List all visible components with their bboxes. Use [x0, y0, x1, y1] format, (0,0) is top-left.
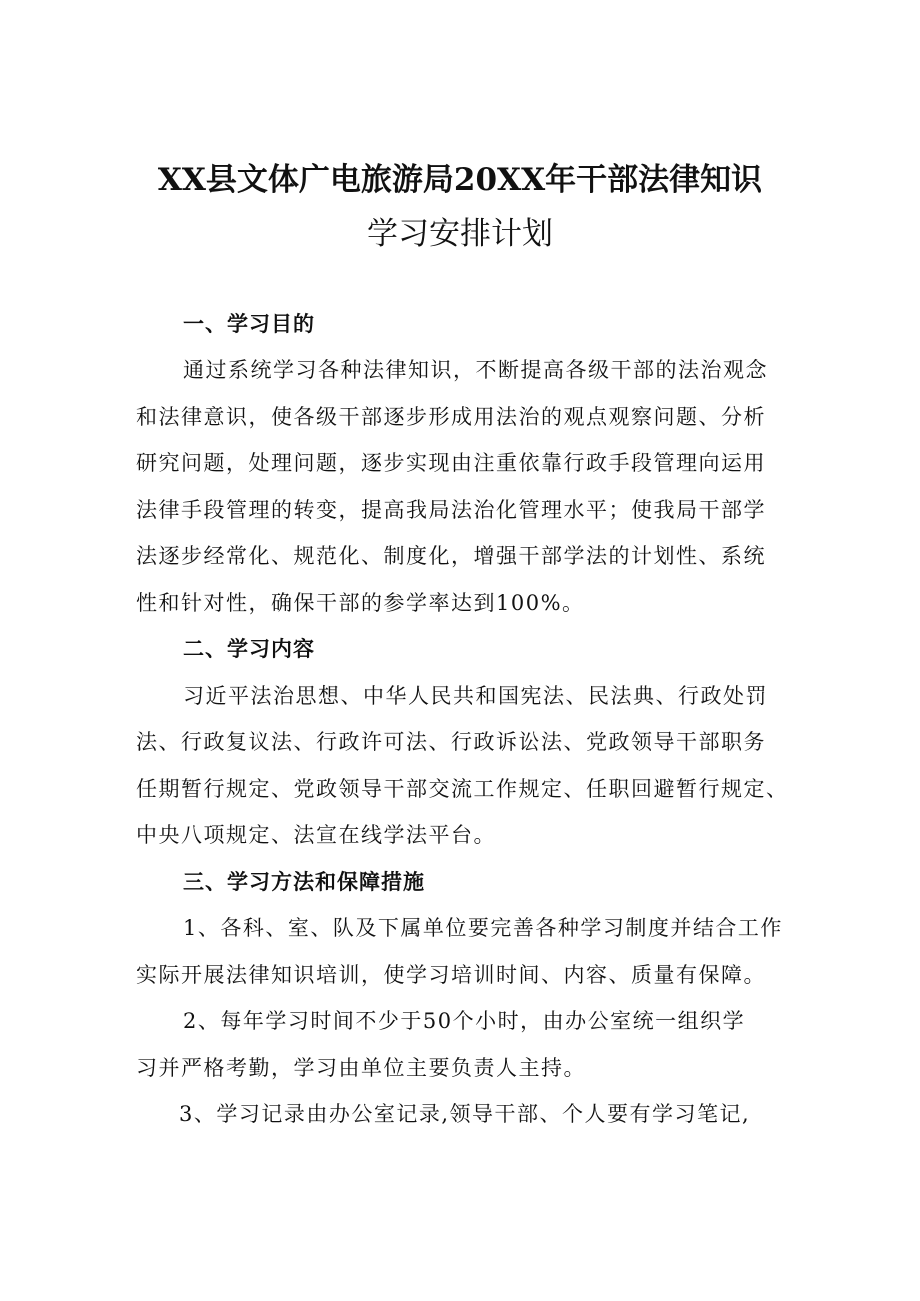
- section1-heading: 一、学习目的: [183, 311, 315, 336]
- section2-line-3: 任期暂行规定、党政领导干部交流工作规定、任职回避暂行规定、: [136, 777, 789, 801]
- section3-heading: 三、学习方法和保障措施: [183, 869, 425, 894]
- section3-item2-line-1: 2、每年学习时间不少于50个小时，由办公室统一组织学: [183, 1009, 746, 1033]
- section1-line-2: 和法律意识，使各级干部逐步形成用法治的观点观察问题、分析: [136, 405, 766, 429]
- section3-item1-line-2: 实际开展法律知识培训，使学习培训时间、内容、质量有保障。: [136, 963, 766, 987]
- section1-line-3: 研究问题，处理问题，逐步实现由注重依靠行政手段管理向运用: [136, 451, 766, 475]
- section3-item1-line-1: 1、各科、室、队及下属单位要完善各种学习制度并结合工作: [183, 916, 783, 940]
- section3-item3-line-1: 3、学习记录由办公室记录,领导干部、个人要有学习笔记,: [179, 1102, 751, 1126]
- section2-line-4: 中央八项规定、法宣在线学法平台。: [136, 823, 496, 847]
- document-title-line1: XX县文体广电旅游局20XX年干部法律知识: [157, 162, 763, 198]
- section2-line-2: 法、行政复议法、行政许可法、行政诉讼法、党政领导干部职务: [136, 730, 766, 754]
- section2-line-1: 习近平法治思想、中华人民共和国宪法、民法典、行政处罚: [183, 684, 768, 708]
- section1-line-6: 性和针对性，确保干部的参学率达到100%。: [136, 591, 585, 615]
- section2-heading: 二、学习内容: [183, 636, 315, 661]
- section1-line-1: 通过系统学习各种法律知识，不断提高各级干部的法治观念: [183, 358, 768, 382]
- document-title-line2: 学习安排计划: [367, 216, 553, 252]
- section3-item2-line-2: 习并严格考勤，学习由单位主要负责人主持。: [136, 1056, 586, 1080]
- section1-line-4: 法律手段管理的转变，提高我局法治化管理水平；使我局干部学: [136, 498, 766, 522]
- section1-line-5: 法逐步经常化、规范化、制度化，增强干部学法的计划性、系统: [136, 544, 766, 568]
